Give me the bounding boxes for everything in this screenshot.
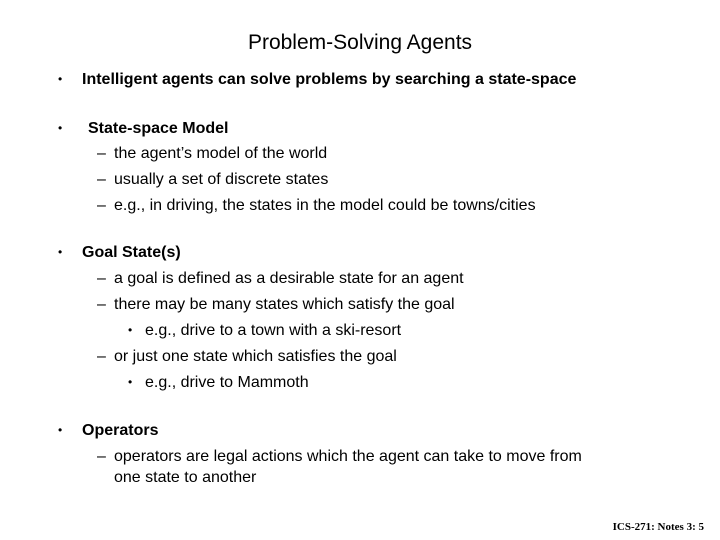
sub-sub-item: e.g., drive to Mammoth xyxy=(145,374,309,391)
dash-icon: – xyxy=(97,197,106,214)
dash-icon: – xyxy=(97,448,106,465)
sub-item-continuation: one state to another xyxy=(114,469,257,486)
dash-icon: – xyxy=(97,296,106,313)
bullet-icon: • xyxy=(58,423,63,437)
bullet-heading: Intelligent agents can solve problems by searching a state-space xyxy=(82,71,577,88)
dash-icon: – xyxy=(97,270,106,287)
bullet-icon: • xyxy=(128,323,133,337)
sub-item: operators are legal actions which the agent can take to move from xyxy=(114,448,582,465)
bullet-icon: • xyxy=(58,245,63,259)
sub-sub-item: e.g., drive to a town with a ski-resort xyxy=(145,322,402,339)
sub-item: e.g., in driving, the states in the model could be towns/cities xyxy=(114,197,536,214)
dash-icon: – xyxy=(97,145,106,162)
sub-item: a goal is defined as a desirable state for an agent xyxy=(114,270,464,287)
bullet-heading: Operators xyxy=(82,422,159,439)
dash-icon: – xyxy=(97,171,106,188)
dash-icon: – xyxy=(97,348,106,365)
page-title: Problem-Solving Agents xyxy=(247,31,473,54)
sub-item: usually a set of discrete states xyxy=(114,171,329,188)
sub-item: the agent’s model of the world xyxy=(114,145,328,162)
sub-item: or just one state which satisfies the goal xyxy=(114,348,397,365)
bullet-heading: State-space Model xyxy=(88,120,229,137)
bullet-icon: • xyxy=(58,72,63,86)
bullet-icon: • xyxy=(58,121,63,135)
bullet-icon: • xyxy=(128,375,133,389)
sub-item: there may be many states which satisfy the goal xyxy=(114,296,455,313)
slide-footer: ICS-271: Notes 3: 5 xyxy=(612,521,704,533)
bullet-heading: Goal State(s) xyxy=(82,244,181,261)
